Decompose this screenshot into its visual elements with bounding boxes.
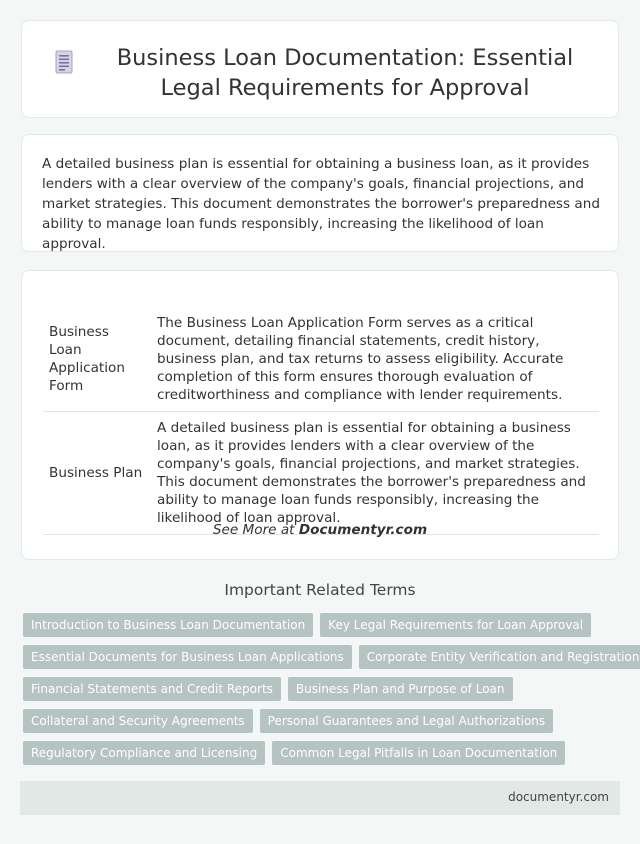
page-title: Business Loan Documentation: Essential Legal Requirements for Approval: [116, 45, 574, 101]
see-more-site: Documentyr.com: [298, 522, 428, 538]
related-term-tag[interactable]: Key Legal Requirements for Loan Approval: [320, 613, 591, 637]
related-terms-list: [23, 613, 640, 773]
related-term-tag[interactable]: Corporate Entity Verification and Registration: [359, 645, 640, 669]
see-more-prefix: See More at: [212, 522, 299, 538]
related-term-tag[interactable]: Common Legal Pitfalls in Loan Documentation: [272, 741, 565, 765]
related-term-tag[interactable]: Essential Documents for Business Loan Applications: [23, 645, 352, 669]
description-cell: The Business Loan Application Form serves as a critical document, detailing financial statements, credit history, business plan, and tax returns to assess eligibility. Accurate completion of this form ensures thorough evaluation of creditworthiness and compliance with lender requirements.: [157, 315, 564, 403]
details-card: [21, 270, 619, 560]
footer: [20, 781, 620, 815]
related-term-tag[interactable]: Collateral and Security Agreements: [23, 709, 253, 733]
intro-card: [21, 134, 619, 252]
footer-site[interactable]: documentyr.com: [508, 790, 609, 804]
header-card: [21, 20, 619, 118]
related-term-tag[interactable]: Financial Statements and Credit Reports: [23, 677, 281, 701]
tag-row: [23, 741, 623, 765]
tag-row: [23, 709, 623, 733]
tag-row: [23, 677, 623, 701]
related-term-tag[interactable]: Personal Guarantees and Legal Authorizations: [260, 709, 554, 733]
tag-row: [23, 645, 640, 669]
term-cell: Business Plan: [49, 465, 143, 481]
related-term-tag[interactable]: Regulatory Compliance and Licensing: [23, 741, 265, 765]
related-term-tag[interactable]: Introduction to Business Loan Documentation: [23, 613, 313, 637]
see-more-link[interactable]: [22, 522, 618, 538]
document-icon: [52, 49, 76, 75]
related-terms-title: Important Related Terms: [224, 581, 416, 599]
intro-text: A detailed business plan is essential for obtaining a business loan, as it provides lenders with a clear overview of the company's goals, financial projections, and market strategies. This document demonstrates the borrower's preparedness and ability to manage loan funds responsibly, increasing the likelihood of loan approval.: [42, 156, 600, 252]
table-row: [43, 291, 599, 412]
details-table: [43, 291, 599, 535]
term-cell: Business Loan Application Form: [49, 324, 125, 394]
description-cell: A detailed business plan is essential for obtaining a business loan, as it provides lenders with a clear overview of the company's goals, financial projections, and market strategies. This document demonstrates the borrower's preparedness and ability to manage loan funds responsibly, increasing the likelihood of loan approval.: [157, 420, 586, 526]
tag-row: [23, 613, 623, 637]
related-term-tag[interactable]: Business Plan and Purpose of Loan: [288, 677, 513, 701]
table-row: [43, 412, 599, 535]
